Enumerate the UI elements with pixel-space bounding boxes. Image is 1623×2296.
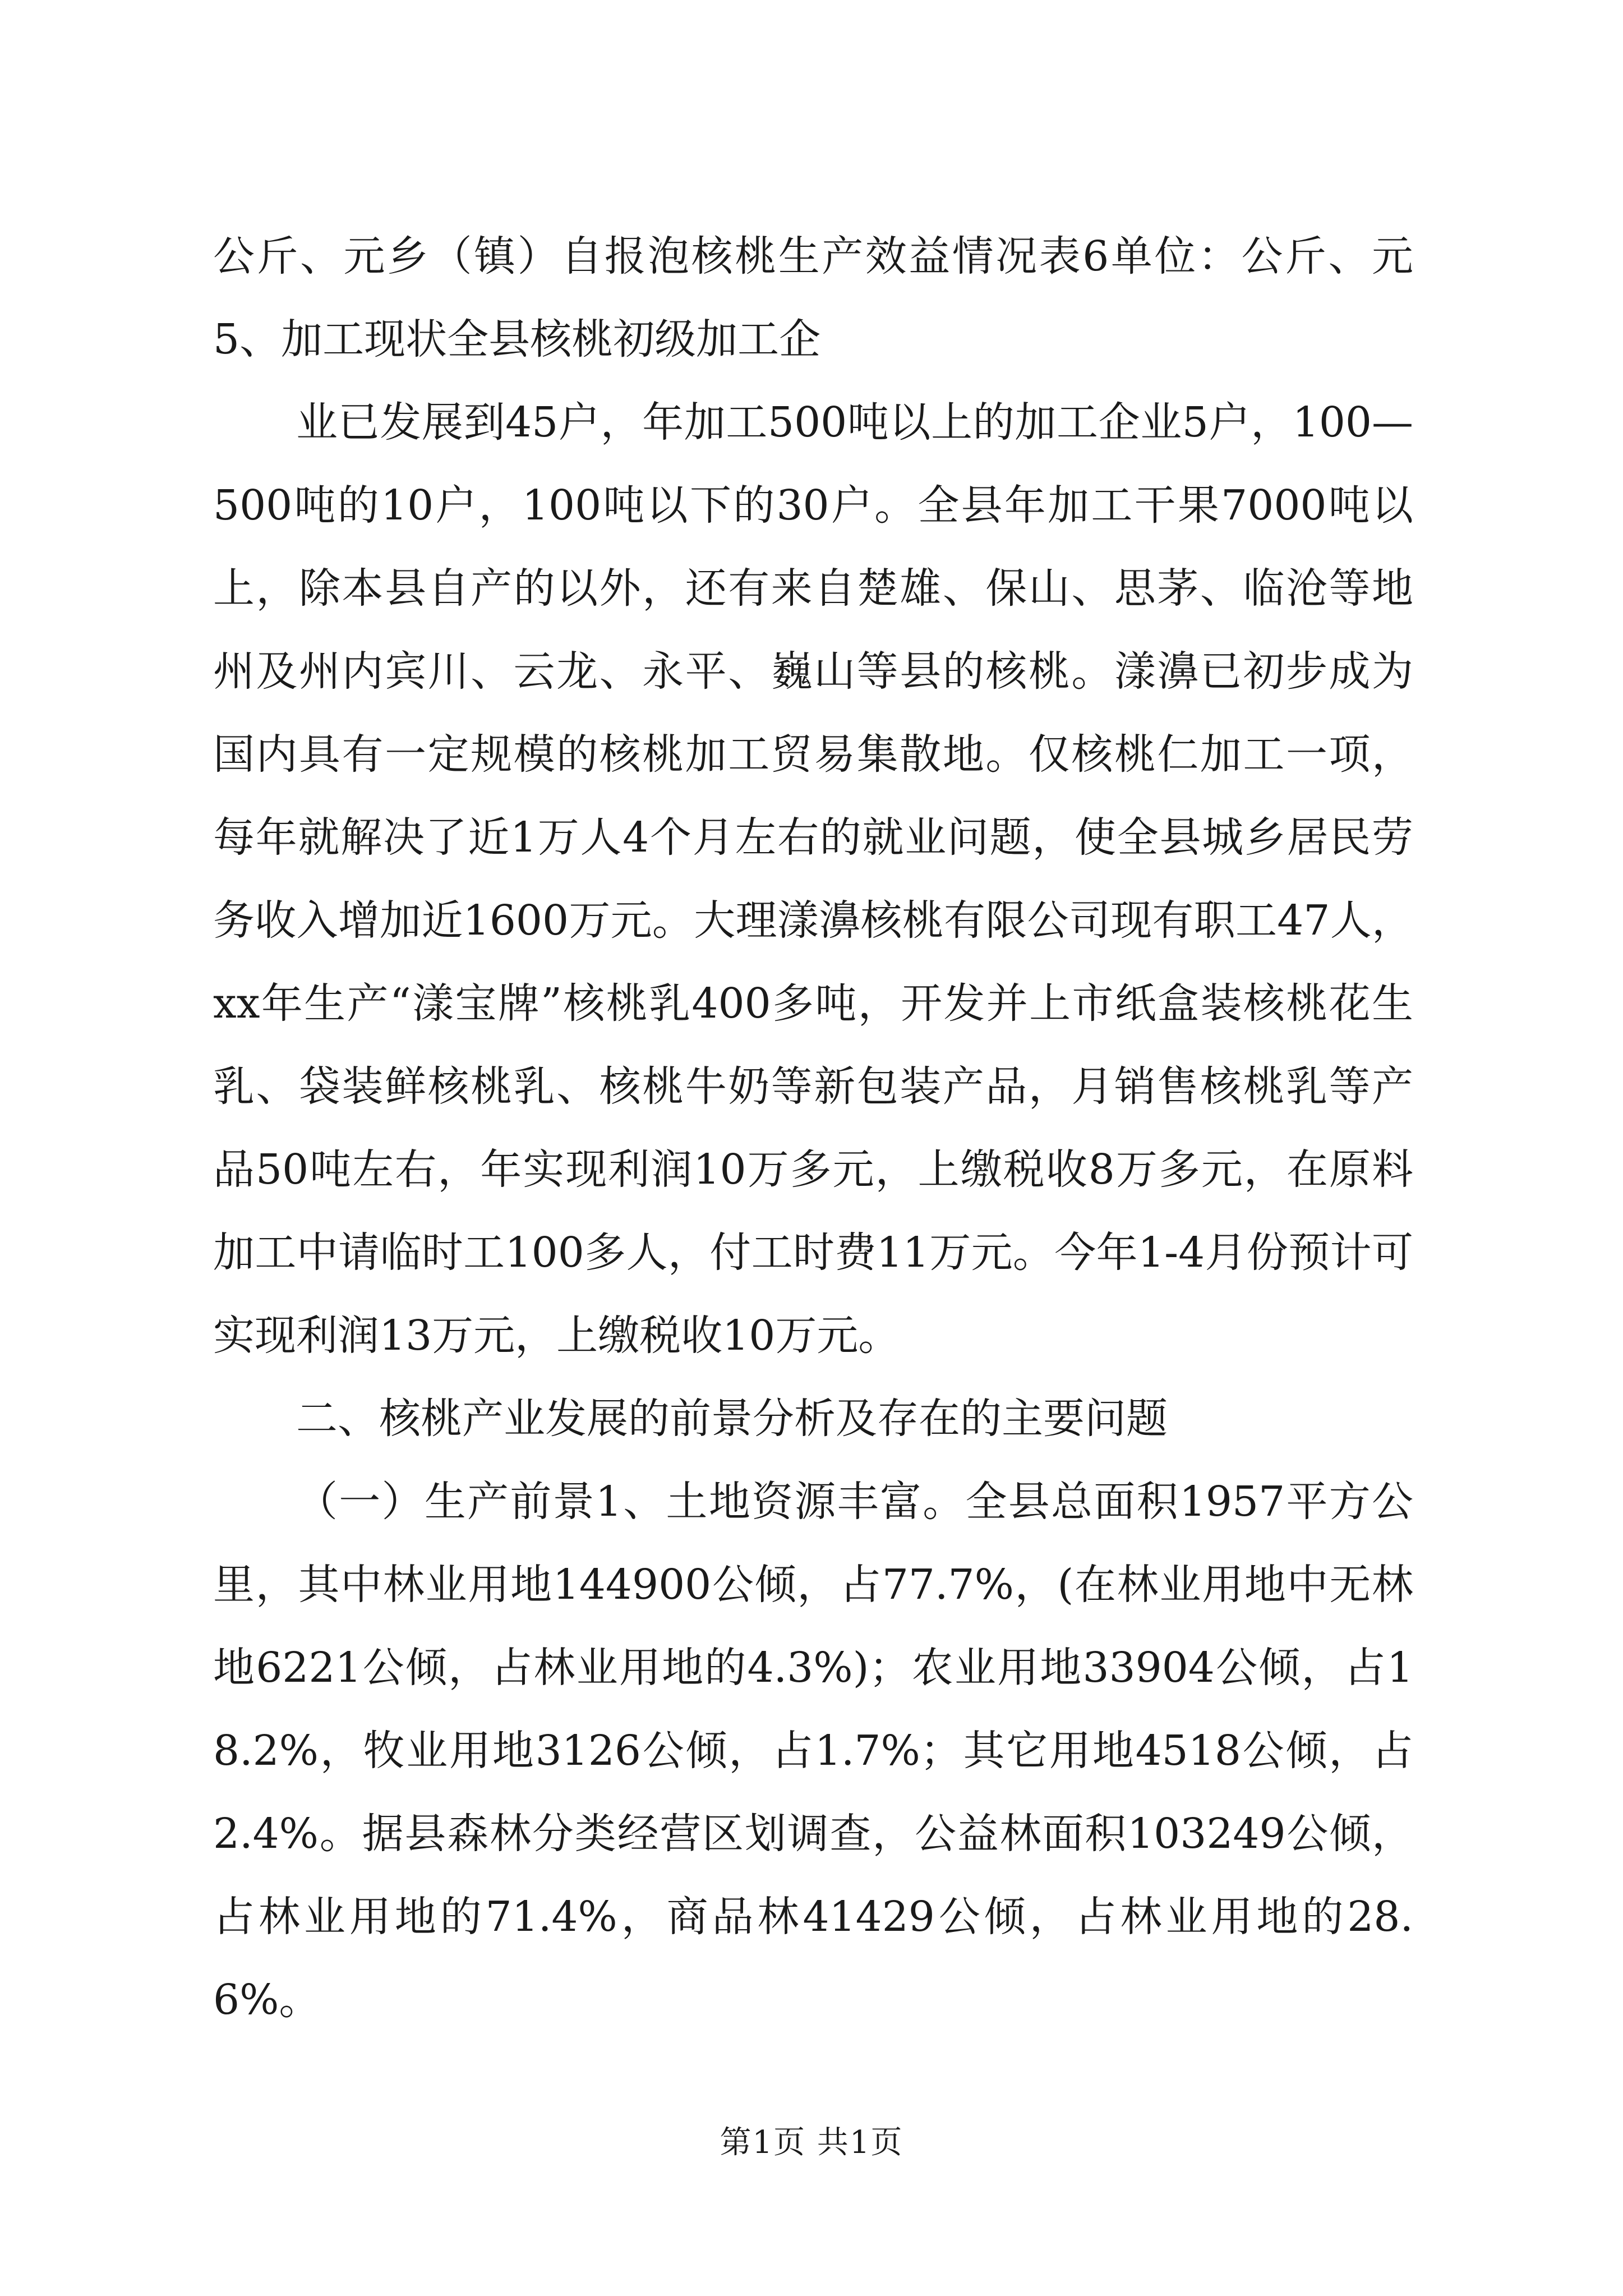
paragraph-continuation: 公斤、元乡（镇）自报泡核桃生产效益情况表6单位：公斤、元5、加工现状全县核桃初级加工企 bbox=[213, 232, 1413, 364]
document-body bbox=[213, 215, 1413, 2041]
section-heading: 二、核桃产业发展的前景分析及存在的主要问题 bbox=[296, 1395, 1168, 1443]
paragraph-processing-status: 业已发展到45户，年加工500吨以上的加工企业5户，100—500吨的10户，100吨以下的30户。全县年加工干果7000吨以上，除本县自产的以外，还有来自楚雄、保山、思茅、临沧等地州及州内宾川、云龙、永平、巍山等县的核桃。漾濞已初步成为国内具有一定规模的核桃加工贸易集散地。仅核桃仁加工一项，每年就解决了近1万人4个月左右的就业问题，使全县城乡居民劳务收入增加近1600万元。大理漾濞核桃有限公司现有职工47人，xx年生产“漾宝牌”核桃乳400多吨，开发并上市纸盒装核桃花生乳、袋装鲜核桃乳、核桃牛奶等新包装产品，月销售核桃乳等产品50吨左右，年实现利润10万多元，上缴税收8万多元，在原料加工中请临时工100多人，付工时费11万元。今年1-4月份预计可实现利润13万元，上缴税收10万元。 bbox=[213, 398, 1413, 1360]
paragraph-land-resources: （一）生产前景1、土地资源丰富。全县总面积1957平方公里，其中林业用地144900公倾，占77.7%，(在林业用地中无林地6221公倾，占林业用地的4.3%)；农业用地33904公倾，占18.2%，牧业用地3126公倾，占1.7%；其它用地4518公倾，占2.4%。据县森林分类经营区划调查，公益林面积103249公倾，占林业用地的71.4%，商品林41429公倾，占林业用地的28.6%。 bbox=[213, 1478, 1413, 2024]
page-footer: 第1页 共1页 bbox=[720, 2124, 903, 2161]
